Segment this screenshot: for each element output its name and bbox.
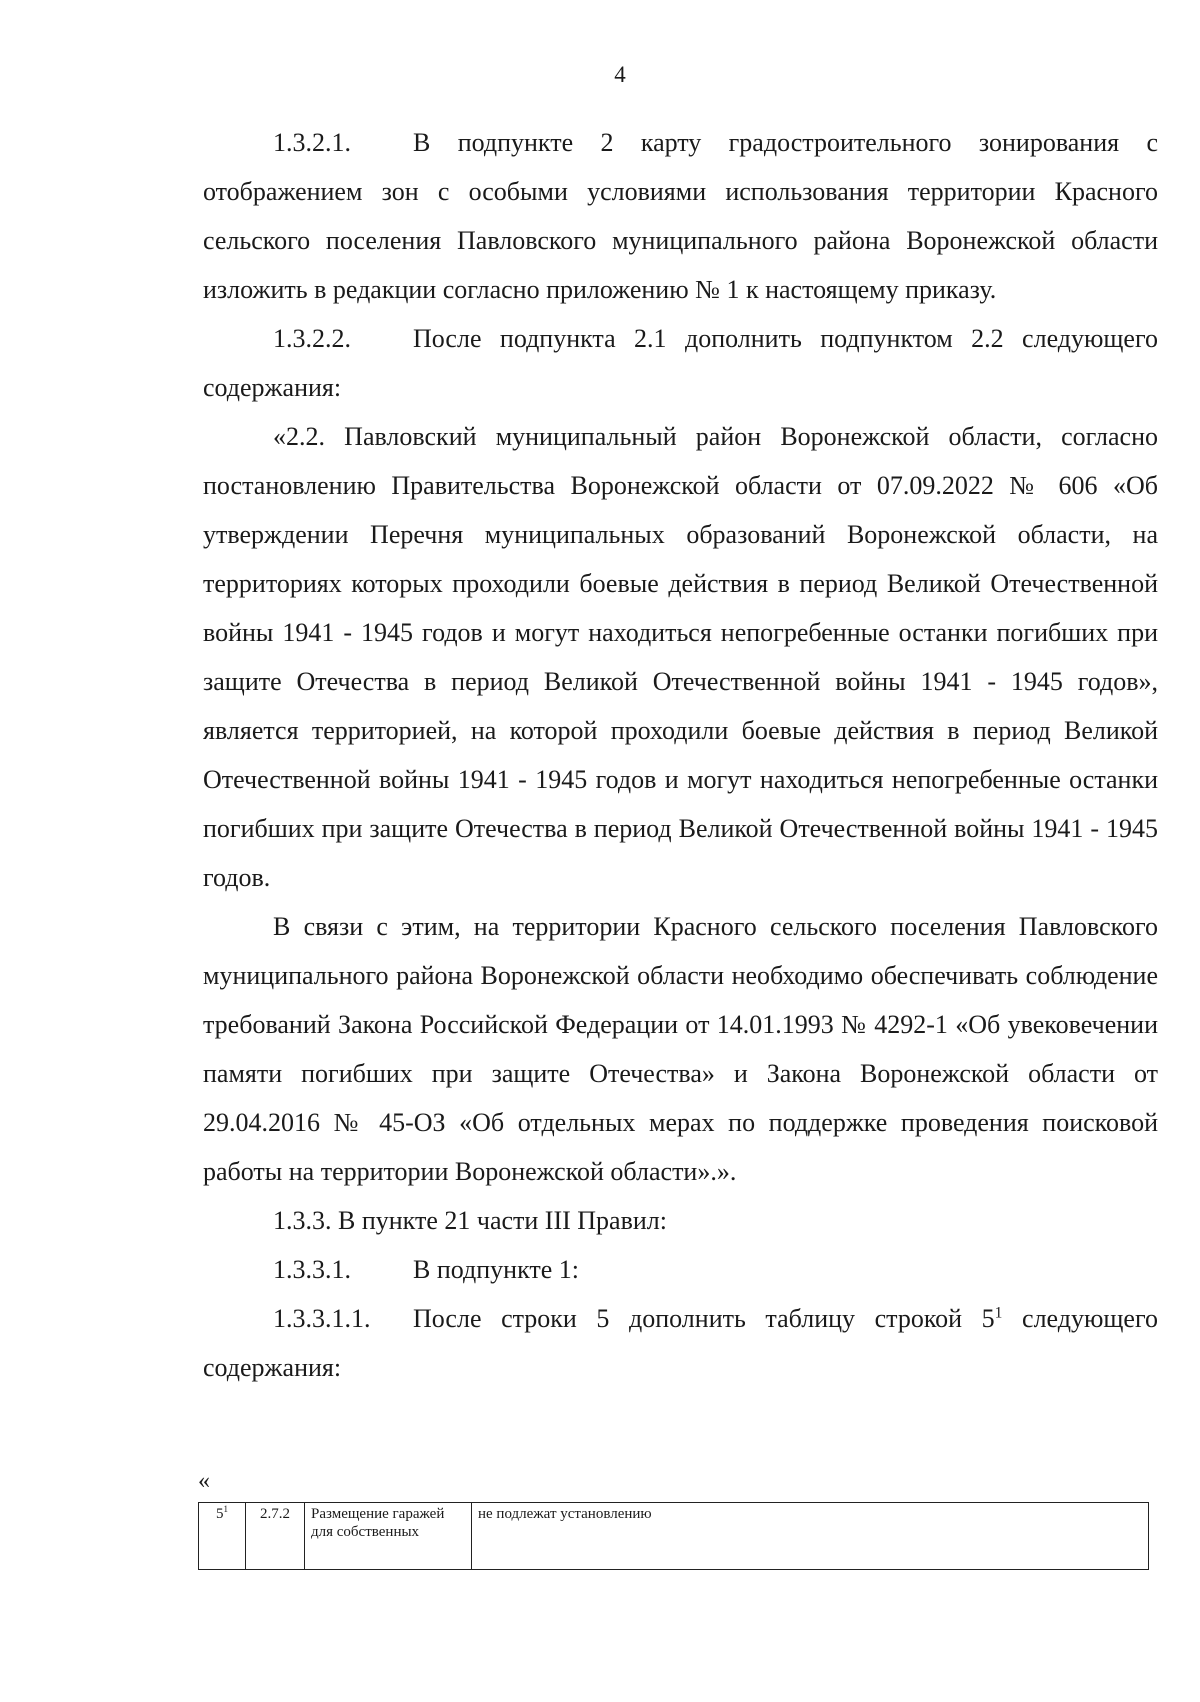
clause-number: 1.3.2.2. <box>273 324 351 353</box>
paragraph-text: После подпункта 2.1 дополнить подпунктом 2.2 следующего содержания: <box>203 324 1158 402</box>
paragraph-1-3-2-2 <box>203 314 1158 412</box>
paragraph-1-3-2-1 <box>203 118 1158 314</box>
paragraph-text: следующего содержания: <box>203 1304 1158 1382</box>
clause-number: 1.3.2.1. <box>273 128 351 157</box>
opening-quote: « <box>198 1468 210 1494</box>
page-number: 4 <box>614 62 626 87</box>
paragraph-1-3-3-1 <box>203 1245 1158 1294</box>
superscript: 1 <box>994 1304 1003 1322</box>
row-number: 5 <box>216 1506 224 1522</box>
paragraph-1-3-3: 1.3.3. В пункте 21 части III Правил: <box>273 1206 667 1235</box>
zoning-table <box>198 1502 1149 1570</box>
clause-number: 1.3.3.1. <box>273 1255 351 1284</box>
paragraph-text: В подпункте 2 карту градостроительного зонирования с отображением зон с особыми условиями использования территории Красного сельского поселения Павловского муниципального района Воронежской области изложить в редакции согласно приложению № 1 к настоящему приказу. <box>203 128 1158 304</box>
clause-number: 1.3.3.1.1. <box>273 1304 371 1333</box>
document-body <box>203 118 1158 1392</box>
row-number-cell <box>199 1503 246 1570</box>
paragraph-text: В подпункте 1: <box>413 1255 579 1284</box>
paragraph-quote-2-2: «2.2. Павловский муниципальный район Воронежской области, согласно постановлению Правительства Воронежской области от 07.09.2022 № 606 «Об утверждении Перечня муниципальных образований Воронежской области, на территориях которых проходили боевые действия в период Великой Отечественной войны 1941 - 1945 годов и могут находиться непогребенные останки погибших при защите Отечества в период Великой Отечественной войны 1941 - 1945 годов», является территорией, на которой проходили боевые действия в период Великой Отечественной войны 1941 - 1945 годов и могут находиться непогребенные останки погибших при защите Отечества в период Великой Отечественной войны 1941 - 1945 годов. <box>203 422 1158 892</box>
paragraph-1-3-3-1-1 <box>203 1294 1158 1392</box>
use-name-cell: Размещение гаражей для собственных <box>305 1503 472 1570</box>
value-cell: не подлежат установлению <box>472 1503 1149 1570</box>
row-number-superscript: 1 <box>223 1504 228 1514</box>
code-cell: 2.7.2 <box>246 1503 305 1570</box>
table-row <box>199 1503 1149 1570</box>
paragraph-text: После строки 5 дополнить таблицу строкой 5 <box>413 1304 995 1333</box>
paragraph-in-connection: В связи с этим, на территории Красного сельского поселения Павловского муниципального района Воронежской области необходимо обеспечивать соблюдение требований Закона Российской Федерации от 14.01.1993 № 4292-1 «Об увековечении памяти погибших при защите Отечества» и Закона Воронежской области от 29.04.2016 № 45-ОЗ «Об отдельных мерах по поддержке проведения поисковой работы на территории Воронежской области».». <box>203 912 1158 1186</box>
